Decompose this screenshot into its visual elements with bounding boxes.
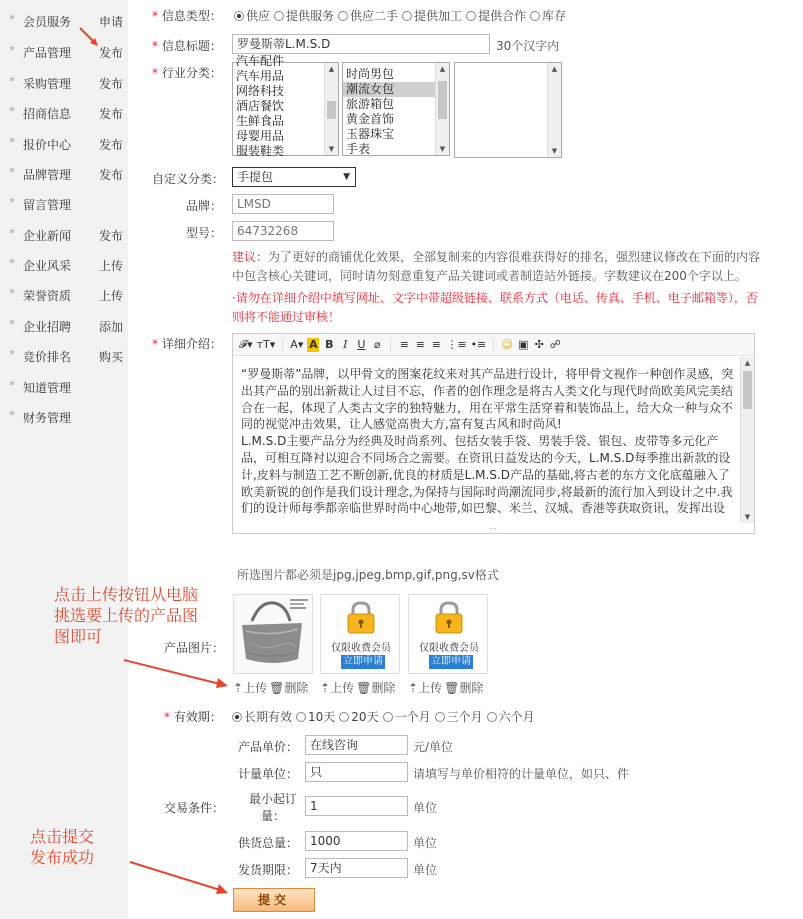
align-left-icon[interactable]: ≡	[399, 337, 409, 351]
underline-icon[interactable]: U	[357, 337, 366, 351]
required-mark: *	[164, 710, 174, 724]
radio-3-months[interactable]: 三个月	[435, 708, 483, 725]
radio-dot[interactable]	[339, 712, 349, 722]
sidebar-item-label[interactable]: 招商信息	[23, 107, 72, 121]
bullet-icon: »	[9, 286, 16, 297]
validity-label: * 有效期：	[164, 710, 222, 724]
sidebar-item-action[interactable]: 购买	[99, 350, 124, 364]
detail-label: * 详细介绍：	[152, 337, 222, 351]
radio-dot[interactable]	[296, 712, 306, 722]
sidebar-item-news[interactable]	[0, 224, 128, 244]
apply-now-button[interactable]: 立即申请	[431, 656, 471, 667]
model-input[interactable]: 64732268	[232, 221, 334, 241]
vip-only-text: 仅限收费会员	[419, 643, 479, 654]
list-item[interactable]: 旅游箱包	[346, 97, 395, 111]
list-item[interactable]: 手表	[346, 142, 371, 156]
total-supply-suffix: 单位	[413, 836, 438, 850]
unit-price-input[interactable]: 在线咨询	[305, 735, 408, 755]
radio-dot[interactable]	[435, 712, 445, 722]
radio-long-term[interactable]: 长期有效	[232, 708, 292, 725]
radio-dot[interactable]	[402, 11, 412, 21]
scroll-up-icon[interactable]: ▲	[439, 65, 446, 73]
resize-handle-icon[interactable]: ⋯	[489, 524, 497, 533]
font-size-icon[interactable]: тT▾	[256, 337, 276, 351]
total-supply-input[interactable]: 1000	[305, 831, 408, 851]
sidebar-item-label[interactable]: 知道管理	[23, 381, 72, 395]
scroll-thumb[interactable]	[438, 81, 447, 119]
radio-dot[interactable]	[383, 712, 393, 722]
sidebar-item-ranking[interactable]	[0, 345, 128, 365]
image-1-actions	[233, 679, 308, 696]
bullet-icon: »	[9, 135, 16, 146]
sidebar-item-action[interactable]: 添加	[99, 320, 124, 334]
apply-now-button[interactable]: 立即申请	[343, 656, 383, 667]
bullet-icon: »	[9, 165, 16, 176]
sidebar-item-label[interactable]: 企业招聘	[23, 320, 72, 334]
upload-icon: ⇡	[320, 681, 331, 695]
title-input[interactable]: 罗曼斯蒂L.M.S.D	[232, 34, 490, 54]
sidebar-item-action[interactable]: 发布	[99, 168, 124, 182]
dropdown-arrow-icon[interactable]: ▼	[343, 172, 350, 182]
delete-button-1[interactable]: 🗑删除	[269, 681, 309, 695]
list-item[interactable]: 汽车用品	[236, 69, 285, 83]
sidebar-item-label[interactable]: 留言管理	[23, 198, 72, 212]
required-mark: *	[152, 9, 162, 23]
min-order-suffix: 单位	[413, 801, 438, 815]
sidebar-item-label[interactable]: 采购管理	[23, 77, 72, 91]
sidebar-item-messages[interactable]	[0, 193, 128, 213]
scroll-down-icon[interactable]: ▼	[439, 145, 446, 153]
radio-dot[interactable]	[234, 11, 244, 21]
unit-price-label: 产品单价：	[238, 740, 299, 754]
scrollbar[interactable]	[547, 63, 561, 157]
product-image-label: 产品图片：	[164, 641, 225, 655]
scroll-down-icon[interactable]: ▼	[551, 147, 558, 155]
sidebar-item-label[interactable]: 企业新闻	[23, 229, 72, 243]
radio-dot[interactable]	[338, 11, 348, 21]
validity-radios	[232, 708, 539, 725]
upload-icon: ⇡	[233, 681, 244, 695]
image-2-actions	[320, 679, 395, 696]
bullet-icon: »	[9, 256, 16, 267]
toolbar-divider	[282, 338, 283, 352]
scroll-thumb[interactable]	[743, 371, 752, 409]
list-item[interactable]: 酒店餐饮	[236, 99, 285, 113]
bullet-icon: »	[9, 378, 16, 389]
scroll-up-icon[interactable]: ▲	[744, 359, 751, 367]
bullet-icon: »	[9, 317, 16, 328]
total-supply-label: 供货总量：	[238, 836, 299, 850]
sidebar-item-member-service[interactable]	[0, 10, 128, 30]
submit-annotation: 点击提交 发布成功	[30, 827, 95, 867]
radio-service[interactable]: 提供服务	[274, 7, 334, 24]
sidebar-item-quote[interactable]	[0, 133, 128, 153]
radio-second-hand[interactable]: 供应二手	[338, 7, 398, 24]
detail-paragraph: L.M.S.D主要产品分为经典及时尚系列、包括女装手袋、男装手袋、银包、皮带等多元化产品，可相互降衬以迎合不同场合之需要。在资讯日益发达的今天，L.M.S.D每季推出新款的设计,皮料与制造工艺不断创新,优良的材质是L.M.S.D产品的基础,将古老的东方文化底蕴融入了欧美新锐的创作是我们设计理念,为保持与国际时尚潮流同步,将最新的流行加入到设计之中.我们的设计师每季都亲临世界时尚中心地带,如巴黎、米兰、汉城、香港等获取资讯，发挥出设	[241, 434, 733, 516]
upload-button-3[interactable]: ⇡上传	[408, 681, 443, 695]
measure-unit-hint: 请填写与单价相符的计量单位，如只、件	[413, 767, 630, 781]
sidebar-item-action[interactable]: 申请	[99, 15, 124, 29]
trash-icon: 🗑	[356, 681, 372, 695]
highlight-color-icon[interactable]: A	[309, 337, 318, 351]
required-mark: *	[152, 39, 162, 53]
rich-text-editor[interactable]	[232, 333, 755, 534]
list-item-selected[interactable]: 潮流女包	[343, 82, 436, 97]
sidebar-item-action[interactable]: 发布	[99, 107, 124, 121]
radio-20-days[interactable]: 20天	[339, 708, 378, 725]
sidebar-item-product[interactable]	[0, 41, 128, 61]
sidebar-item-action[interactable]: 发布	[99, 138, 124, 152]
editor-toolbar	[233, 334, 754, 356]
radio-1-month[interactable]: 一个月	[383, 708, 431, 725]
required-mark: *	[152, 66, 162, 80]
emoji-icon[interactable]: ☺	[501, 337, 514, 351]
model-label: 型号：	[186, 226, 223, 240]
sidebar-item-label[interactable]: 报价中心	[23, 138, 72, 152]
measure-unit-label: 计量单位：	[238, 767, 299, 781]
sidebar-item-action[interactable]: 发布	[99, 46, 124, 60]
sidebar-item-purchase[interactable]	[0, 72, 128, 92]
upload-icon: ⇡	[408, 681, 419, 695]
sidebar	[0, 0, 128, 919]
sidebar-item-action[interactable]: 上传	[99, 259, 124, 273]
sidebar-item-label[interactable]: 品牌管理	[23, 168, 72, 182]
scroll-up-icon[interactable]: ▲	[551, 65, 558, 73]
radio-stock[interactable]: 库存	[530, 7, 566, 24]
image-format-hint: 所选图片都必须是jpg,jpeg,bmp,gif,png,sv格式	[237, 568, 499, 582]
sidebar-item-brand[interactable]	[0, 163, 128, 183]
scroll-down-icon[interactable]: ▼	[744, 513, 751, 521]
italic-icon[interactable]: I	[343, 337, 348, 351]
radio-dot[interactable]	[487, 712, 497, 722]
scroll-down-icon[interactable]: ▼	[328, 145, 335, 153]
unordered-list-icon[interactable]: •≡	[470, 337, 487, 351]
toolbar-divider	[493, 338, 494, 352]
upload-button-2[interactable]: ⇡上传	[320, 681, 355, 695]
delivery-input[interactable]: 7天内	[305, 858, 408, 878]
vip-only-text: 仅限收费会员	[331, 643, 391, 654]
sidebar-item-label[interactable]: 产品管理	[23, 46, 72, 60]
ordered-list-icon[interactable]: ⋮≡	[446, 337, 467, 351]
scrollbar[interactable]	[435, 63, 449, 155]
custom-category-label: 自定义分类：	[152, 172, 225, 186]
align-center-icon[interactable]: ≡	[415, 337, 425, 351]
bullet-icon: »	[9, 104, 16, 115]
bullet-icon: »	[9, 226, 16, 237]
bullet-icon: »	[9, 12, 16, 23]
radio-6-months[interactable]: 六个月	[487, 708, 535, 725]
bullet-icon: »	[9, 43, 16, 54]
measure-unit-input[interactable]: 只	[305, 762, 408, 782]
scroll-up-icon[interactable]: ▲	[328, 65, 335, 73]
bullet-icon: »	[9, 195, 16, 206]
annotation-arrow-icon	[120, 656, 232, 690]
list-item[interactable]: 玉器珠宝	[346, 127, 395, 141]
product-image-2-locked	[320, 594, 400, 674]
radio-supply[interactable]: 供应	[234, 7, 270, 24]
list-item[interactable]: 黄金首饰	[346, 112, 395, 126]
industry-label: * 行业分类：	[152, 66, 222, 80]
list-item[interactable]: 服装鞋类	[236, 144, 285, 158]
sidebar-item-action[interactable]: 发布	[99, 77, 124, 91]
min-order-input[interactable]: 1	[305, 796, 408, 816]
title-hint: 30个汉字内	[496, 39, 560, 53]
sidebar-item-label[interactable]: 荣誉资质	[23, 289, 72, 303]
annotation-arrow-icon	[78, 26, 100, 48]
scroll-thumb[interactable]	[327, 101, 336, 119]
industry-list-tertiary[interactable]	[454, 62, 562, 158]
sidebar-item-finance[interactable]	[0, 406, 128, 426]
industry-list-secondary[interactable]	[342, 62, 450, 156]
radio-dot[interactable]	[274, 11, 284, 21]
trash-icon: 🗑	[269, 681, 285, 695]
trade-conditions-label: 交易条件：	[164, 801, 225, 815]
scrollbar[interactable]	[324, 63, 338, 155]
sidebar-item-label[interactable]: 竞价排名	[23, 350, 72, 364]
content-warning: ·请勿在详细介绍中填写网址、文字中带超级链接、联系方式（电话、传真、手机、电子邮箱等），否则将不能通过审核！	[232, 291, 758, 324]
trash-icon: 🗑	[444, 681, 460, 695]
radio-dot[interactable]	[530, 11, 540, 21]
bullet-icon: »	[9, 408, 16, 419]
sidebar-item-recruit[interactable]	[0, 315, 128, 335]
sidebar-item-honors[interactable]	[0, 284, 128, 304]
delete-button-2[interactable]: 🗑删除	[356, 681, 396, 695]
sidebar-item-label[interactable]: 企业风采	[23, 259, 72, 273]
submit-button[interactable]: 提交	[233, 888, 315, 912]
list-item[interactable]: 时尚男包	[346, 67, 395, 81]
radio-dot[interactable]	[466, 11, 476, 21]
text-color-icon[interactable]: A▾	[290, 337, 304, 351]
brand-input[interactable]: LMSD	[232, 194, 334, 214]
list-item[interactable]: 母婴用品	[236, 129, 285, 143]
product-image-3-locked	[408, 594, 488, 674]
sidebar-item-knowledge[interactable]	[0, 376, 128, 396]
delivery-label: 发货期限：	[238, 863, 299, 877]
delivery-suffix: 单位	[413, 863, 438, 877]
radio-dot[interactable]	[232, 712, 242, 722]
font-family-icon[interactable]: 𝓕▾	[239, 337, 253, 351]
custom-category-select[interactable]: 手提包 ▼	[232, 167, 356, 187]
min-order-label: 最小起订 量：	[249, 792, 298, 823]
editor-content[interactable]	[241, 366, 739, 526]
sidebar-item-label[interactable]: 会员服务	[23, 15, 72, 29]
sidebar-item-action[interactable]: 发布	[99, 229, 124, 243]
radio-processing[interactable]: 提供加工	[402, 7, 462, 24]
clear-format-icon[interactable]: ⌀	[374, 337, 381, 351]
lock-icon	[345, 600, 377, 634]
sidebar-item-showcase[interactable]	[0, 254, 128, 274]
handbag-image	[234, 595, 312, 673]
list-item[interactable]: 汽车配件	[236, 54, 285, 68]
info-type-label: * 信息类型：	[152, 9, 222, 23]
align-right-icon[interactable]: ≡	[431, 337, 441, 351]
product-image-1[interactable]	[233, 594, 313, 674]
required-mark: *	[152, 337, 162, 351]
bullet-icon: »	[9, 74, 16, 85]
radio-cooperation[interactable]: 提供合作	[466, 7, 526, 24]
list-item[interactable]: 网络科技	[236, 84, 285, 98]
sidebar-item-label[interactable]: 财务管理	[23, 411, 72, 425]
annotation-arrow-icon	[126, 856, 232, 898]
title-label: * 信息标题：	[152, 39, 222, 53]
product-form	[128, 0, 803, 919]
insert-media-icon[interactable]: ☍	[549, 337, 561, 351]
toolbar-divider	[390, 338, 391, 352]
scrollbar[interactable]	[740, 357, 754, 523]
detail-paragraph: “罗曼斯蒂”品牌，以甲骨文的图案花纹来对其产品进行设计，将甲骨文视作一种创作灵感，突出其产品的别出新裁让人过目不忘，作者的创作理念是将古人类文化与现代时尚欧美风完美结合在一起，体现了人类古文字的独特魅力，用在平常生活穿着和装饰品上，给大众一种与众不同的视觉冲击效果，让人感觉高贵大方,富有复古风和时尚风!	[241, 367, 734, 432]
delete-button-3[interactable]: 🗑删除	[444, 681, 484, 695]
insert-image-icon[interactable]: ▣	[518, 337, 529, 351]
upload-annotation: 点击上传按钮从电脑 挑选要上传的产品图 图即可	[54, 585, 199, 646]
unit-price-suffix: 元/单位	[413, 740, 454, 754]
image-3-actions	[408, 679, 483, 696]
sidebar-item-action[interactable]: 上传	[99, 289, 124, 303]
list-item[interactable]: 生鲜食品	[236, 114, 285, 128]
radio-10-days[interactable]: 10天	[296, 708, 335, 725]
insert-flash-icon[interactable]: ✣	[534, 337, 544, 351]
seo-advice: 建议：为了更好的商铺优化效果，全部复制来的内容很难获得好的排名，强烈建议修改在下面的内容中包含核心关键词，同时请勿刻意重复产品关键词或者制造站外链接。字数建议在200个字以上。	[232, 250, 761, 283]
brand-label: 品牌：	[186, 199, 223, 213]
sidebar-item-investment[interactable]	[0, 102, 128, 122]
industry-list-primary[interactable]	[232, 54, 339, 158]
lock-icon	[433, 600, 465, 634]
bold-icon[interactable]: B	[325, 337, 334, 351]
upload-button-1[interactable]: ⇡上传	[233, 681, 268, 695]
bullet-icon: »	[9, 347, 16, 358]
info-type-radios	[234, 7, 570, 24]
